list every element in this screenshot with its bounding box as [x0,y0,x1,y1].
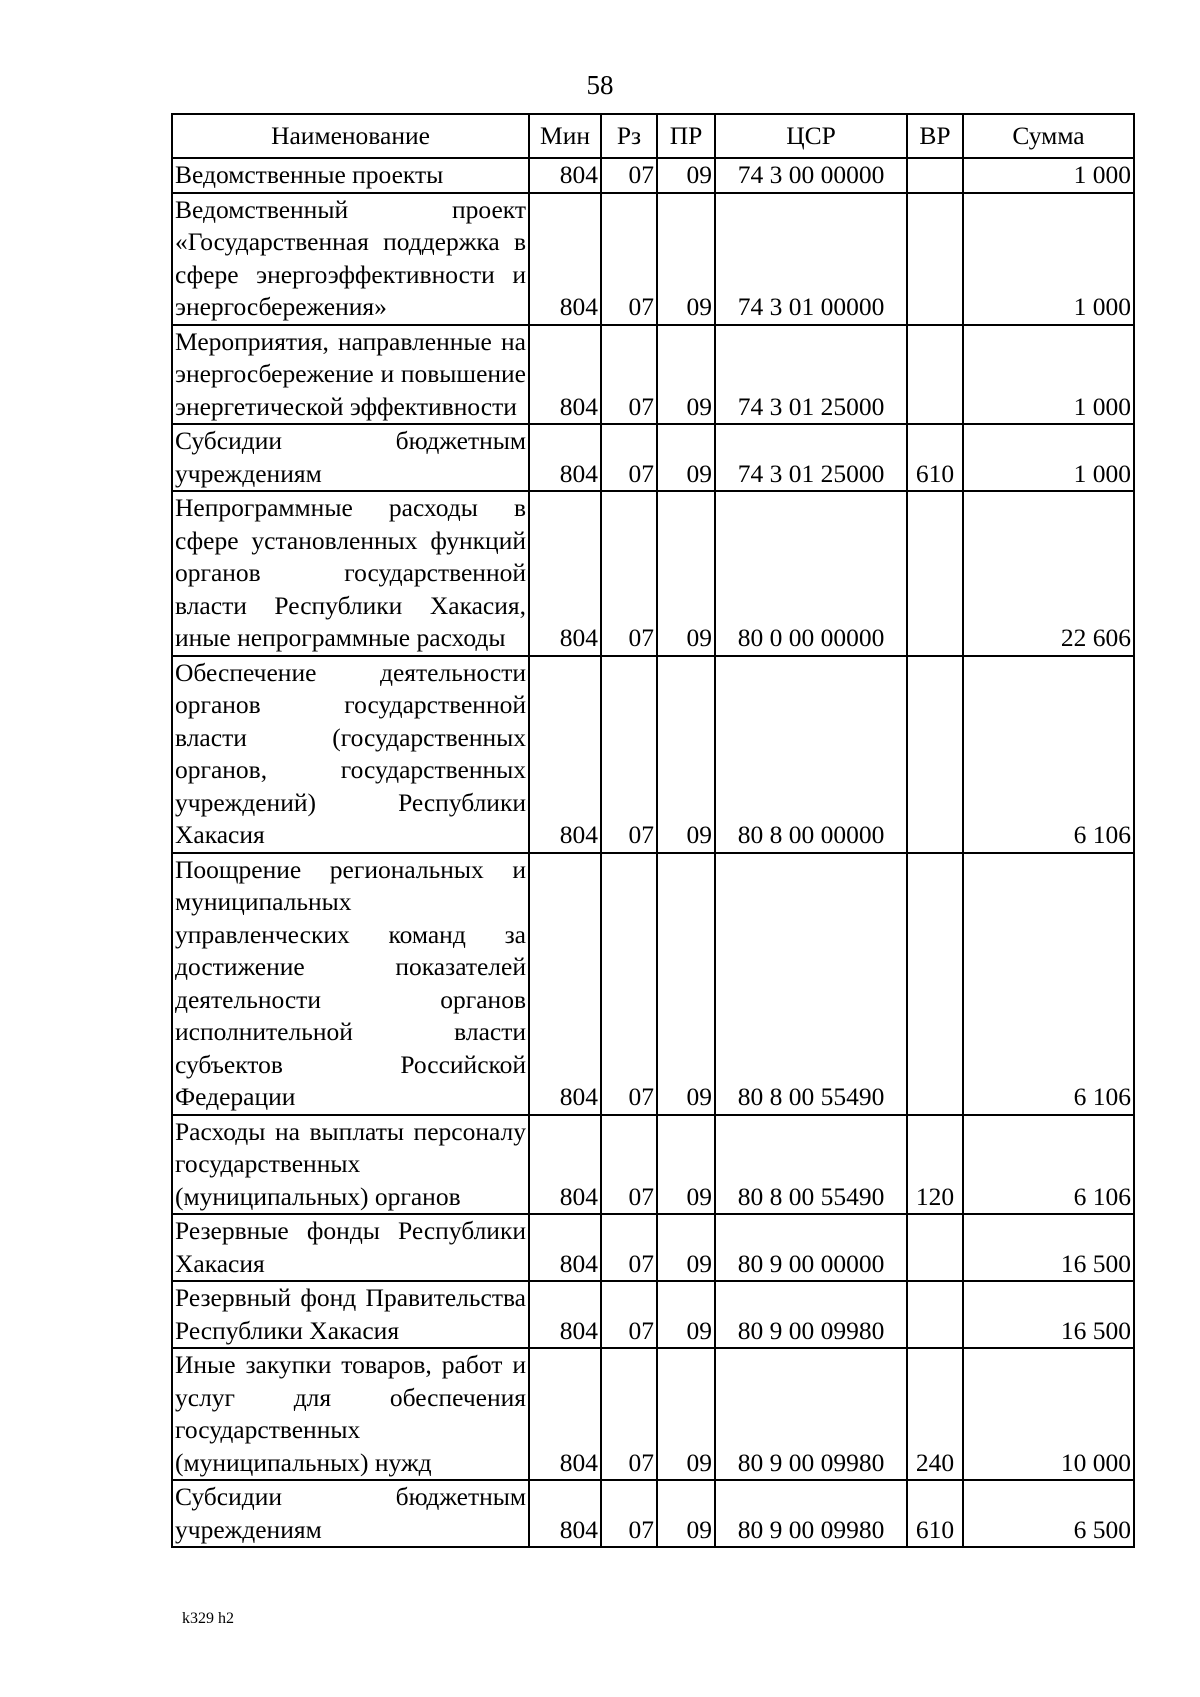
cell-rz: 07 [601,853,657,1115]
cell-min: 804 [529,1115,601,1215]
table-row [172,158,1134,193]
cell-min: 804 [529,491,601,656]
cell-csr: 74 3 01 25000 [715,325,907,425]
cell-rz: 07 [601,193,657,325]
cell-name: Субсидии бюджетным учреждениям [172,1480,529,1547]
cell-min: 804 [529,656,601,853]
table-header-row [172,114,1134,158]
cell-rz: 07 [601,325,657,425]
cell-rz: 07 [601,1115,657,1215]
cell-min: 804 [529,1214,601,1281]
header-csr: ЦСР [715,114,907,158]
cell-csr: 80 8 00 55490 [715,1115,907,1215]
cell-min: 804 [529,1480,601,1547]
cell-pr: 09 [657,656,715,853]
cell-sum: 6 106 [963,1115,1134,1215]
cell-pr: 09 [657,1480,715,1547]
cell-min: 804 [529,193,601,325]
footer-code: k329 h2 [182,1610,234,1627]
header-pr: ПР [657,114,715,158]
cell-vr [907,1214,963,1281]
cell-rz: 07 [601,1480,657,1547]
cell-pr: 09 [657,491,715,656]
cell-vr [907,158,963,193]
cell-min: 804 [529,1281,601,1348]
cell-sum: 1 000 [963,158,1134,193]
cell-csr: 80 8 00 55490 [715,853,907,1115]
cell-name: Ведомственный проект «Государственная поддержка в сфере энергоэффективности и энергосбережения» [172,193,529,325]
table-row [172,491,1134,656]
cell-rz: 07 [601,1214,657,1281]
cell-min: 804 [529,325,601,425]
cell-name: Ведомственные проекты [172,158,529,193]
table-row [172,853,1134,1115]
cell-min: 804 [529,853,601,1115]
cell-vr [907,325,963,425]
cell-csr: 74 3 01 25000 [715,424,907,491]
cell-name: Резервные фонды Республики Хакасия [172,1214,529,1281]
cell-sum: 16 500 [963,1281,1134,1348]
cell-min: 804 [529,158,601,193]
cell-name: Иные закупки товаров, работ и услуг для обеспечения государственных (муниципальных) нужд [172,1348,529,1480]
cell-pr: 09 [657,853,715,1115]
cell-name: Непрограммные расходы в сфере установленных функций органов государственной власти Республики Хакасия, иные непрограммные расходы [172,491,529,656]
header-name: Наименование [172,114,529,158]
cell-vr [907,656,963,853]
cell-csr: 80 9 00 09980 [715,1348,907,1480]
table-row [172,424,1134,491]
cell-sum: 22 606 [963,491,1134,656]
cell-csr: 80 9 00 09980 [715,1480,907,1547]
table-body [172,158,1134,1547]
cell-name: Субсидии бюджетным учреждениям [172,424,529,491]
cell-rz: 07 [601,1348,657,1480]
cell-pr: 09 [657,1348,715,1480]
cell-rz: 07 [601,424,657,491]
cell-name: Обеспечение деятельности органов государственной власти (государственных органов, государственных учреждений) Республики Хакасия [172,656,529,853]
table-row [172,1281,1134,1348]
header-vr: ВР [907,114,963,158]
table-row [172,1115,1134,1215]
cell-sum: 16 500 [963,1214,1134,1281]
cell-csr: 80 9 00 09980 [715,1281,907,1348]
table-row [172,1480,1134,1547]
table-row [172,1348,1134,1480]
cell-pr: 09 [657,325,715,425]
table-row [172,656,1134,853]
cell-name: Расходы на выплаты персоналу государственных (муниципальных) органов [172,1115,529,1215]
page-number: 58 [586,70,614,100]
cell-name: Поощрение региональных и муниципальных управленческих команд за достижение показателей деятельности органов исполнительной власти субъектов Российской Федерации [172,853,529,1115]
cell-csr: 80 8 00 00000 [715,656,907,853]
cell-pr: 09 [657,424,715,491]
cell-min: 804 [529,424,601,491]
cell-rz: 07 [601,491,657,656]
cell-min: 804 [529,1348,601,1480]
cell-vr [907,853,963,1115]
cell-vr: 120 [907,1115,963,1215]
cell-csr: 80 0 00 00000 [715,491,907,656]
cell-name: Резервный фонд Правительства Республики Хакасия [172,1281,529,1348]
header-rz: Рз [601,114,657,158]
cell-vr [907,193,963,325]
table-row [172,325,1134,425]
cell-sum: 1 000 [963,193,1134,325]
header-min: Мин [529,114,601,158]
cell-pr: 09 [657,1214,715,1281]
header-sum: Сумма [963,114,1134,158]
budget-table [171,113,1135,1548]
cell-pr: 09 [657,158,715,193]
cell-sum: 1 000 [963,424,1134,491]
cell-csr: 80 9 00 00000 [715,1214,907,1281]
cell-csr: 74 3 01 00000 [715,193,907,325]
cell-vr: 610 [907,1480,963,1547]
cell-sum: 6 500 [963,1480,1134,1547]
cell-vr: 240 [907,1348,963,1480]
cell-sum: 6 106 [963,853,1134,1115]
cell-sum: 1 000 [963,325,1134,425]
cell-vr: 610 [907,424,963,491]
cell-vr [907,1281,963,1348]
cell-rz: 07 [601,1281,657,1348]
cell-pr: 09 [657,1115,715,1215]
cell-sum: 10 000 [963,1348,1134,1480]
cell-vr [907,491,963,656]
cell-csr: 74 3 00 00000 [715,158,907,193]
cell-rz: 07 [601,158,657,193]
cell-name: Мероприятия, направленные на энергосбережение и повышение энергетической эффективности [172,325,529,425]
table-row [172,1214,1134,1281]
cell-sum: 6 106 [963,656,1134,853]
cell-pr: 09 [657,1281,715,1348]
table-row [172,193,1134,325]
cell-pr: 09 [657,193,715,325]
cell-rz: 07 [601,656,657,853]
